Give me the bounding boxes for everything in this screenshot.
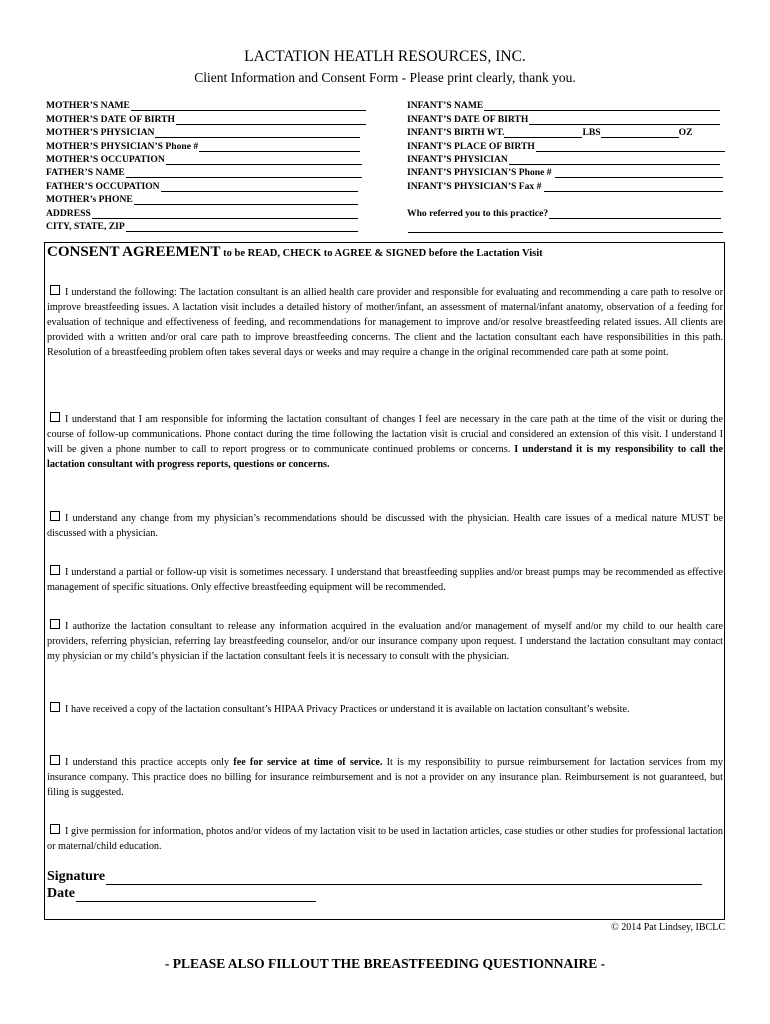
infant-physician-phone-field[interactable]: INFANT’S PHYSICIAN’S Phone #	[407, 165, 725, 178]
consent-item: I understand the following: The lactation consultant is an allied health care provider and responsible for evaluating and recommending a care path to resolve or improve breastfeeding issues. A lactation visit includes a detailed history of mother/infant, an assessment of maternal/infant anatomy, observation of a feeding for evaluation of technique and effectiveness of feeding, and recommendations for management to improve and/or resolve breastfeeding related issues. All clients are provided with a written and/or oral care path to improve breastfeeding concerns. The client and the lactation consultant each have responsibilities in this path. Resolution of a breastfeeding problem often takes several days or weeks and may require a change in the original recommended care path at some point.	[47, 287, 723, 358]
agree-checkbox[interactable]	[50, 824, 60, 834]
agree-checkbox[interactable]	[50, 619, 60, 629]
referral-field[interactable]: Who referred you to this practice?	[407, 206, 725, 219]
infant-physician-fax-field[interactable]: INFANT’S PHYSICIAN’S Fax #	[407, 178, 725, 191]
agree-checkbox[interactable]	[50, 412, 60, 422]
infant-physician-field[interactable]: INFANT’S PHYSICIAN	[407, 152, 725, 165]
father-name-field[interactable]: FATHER’S NAME	[46, 165, 366, 178]
agree-checkbox[interactable]	[50, 755, 60, 765]
address-field[interactable]: ADDRESS	[46, 205, 366, 218]
page-title: LACTATION HEATLH RESOURCES, INC.	[244, 48, 526, 65]
consent-item: I understand a partial or follow-up visit is sometimes necessary. I understand that breastfeeding supplies and/or breast pumps may be recommended as effective management of specific situations. Only effective breastfeeding equipment will be recommended.	[47, 567, 723, 593]
mother-physician-phone-field[interactable]: MOTHER’S PHYSICIAN’S Phone #	[46, 138, 366, 151]
signature-field[interactable]: Signature	[47, 869, 702, 885]
blank-line	[407, 219, 725, 232]
agree-checkbox[interactable]	[50, 565, 60, 575]
consent-item: I authorize the lactation consultant to release any information acquired in the evaluation and/or management of myself and/or my child to our health care providers, referring physician, referring lay breastfeeding counselor, and/or our insurance company upon request. I understand the lactation consultant may contact my physician or my child’s physician if the lactation consultant feels it is necessary to consult with the physician.	[47, 621, 723, 662]
page-subtitle: Client Information and Consent Form - Please print clearly, thank you.	[194, 70, 576, 85]
infant-place-of-birth-field[interactable]: INFANT’S PLACE OF BIRTH	[407, 138, 725, 151]
agree-checkbox[interactable]	[50, 511, 60, 521]
consent-item: I give permission for information, photos and/or videos of my lactation visit to be used in lactation articles, case studies or other studies for professional lactation or maternal/child education.	[47, 826, 723, 852]
mother-occupation-field[interactable]: MOTHER’S OCCUPATION	[46, 152, 366, 165]
consent-item: I have received a copy of the lactation consultant’s HIPAA Privacy Practices or understand it is available on lactation consultant’s website.	[47, 702, 723, 717]
infant-dob-field[interactable]: INFANT’S DATE OF BIRTH	[407, 111, 725, 124]
infant-birth-weight-field[interactable]: INFANT’S BIRTH WT. LBS OZ	[407, 127, 693, 139]
infant-name-field[interactable]: INFANT’S NAME	[407, 98, 725, 111]
infant-info-section	[407, 98, 725, 233]
copyright-notice: © 2014 Pat Lindsey, IBCLC	[611, 922, 725, 933]
consent-item: I understand this practice accepts only fee for service at time of service. It is my responsibility to pursue reimbursement for lactation services from my insurance company. This practice does no billing for insurance reimbursement and is not a provider on any insurance plan. Reimbursement is not guaranteed, but filing is suggested.	[47, 757, 724, 798]
consent-item: I understand any change from my physician’s recommendations should be discussed with the physician. Health care issues of a medical nature MUST be discussed with a physician.	[47, 513, 723, 539]
mother-name-field[interactable]: MOTHER’S NAME	[46, 98, 366, 111]
consent-heading: CONSENT AGREEMENT to be READ, CHECK to AGREE & SIGNED before the Lactation Visit	[47, 244, 543, 260]
consent-agreement-box	[44, 242, 725, 920]
mother-info-section	[46, 98, 366, 232]
footer-notice: - PLEASE ALSO FILLOUT THE BREASTFEEDING QUESTIONNAIRE -	[164, 956, 606, 971]
father-occupation-field[interactable]: FATHER’S OCCUPATION	[46, 178, 366, 191]
city-state-zip-field[interactable]: CITY, STATE, ZIP	[46, 219, 366, 232]
mother-phone-field[interactable]: MOTHER’s PHONE	[46, 192, 366, 205]
agree-checkbox[interactable]	[50, 285, 60, 295]
mother-dob-field[interactable]: MOTHER’S DATE OF BIRTH	[46, 111, 366, 124]
date-field[interactable]: Date	[47, 886, 316, 902]
consent-item: I understand that I am responsible for informing the lactation consultant of changes I feel are necessary in the care path at the time of the visit or during the course of follow-up communications. Phone contact during the time following the lactation visit is crucial and considered an extension of this visit. I understand I will be given a phone number to call to report progress or to communicate continued problems or concerns. I understand it is my responsibility to call the lactation consultant with progress reports, questions or concerns.	[47, 414, 723, 470]
mother-physician-field[interactable]: MOTHER’S PHYSICIAN	[46, 125, 366, 138]
agree-checkbox[interactable]	[50, 702, 60, 712]
